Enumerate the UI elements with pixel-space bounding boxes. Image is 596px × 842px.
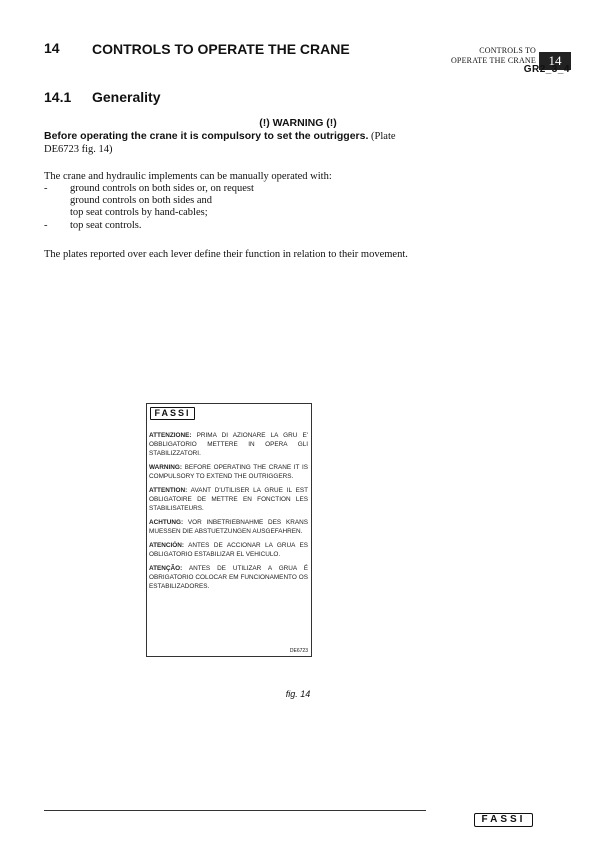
header-line-1: CONTROLS TO bbox=[479, 46, 536, 55]
section-number: 14 bbox=[44, 40, 60, 56]
plate-lang-label: WARNING: bbox=[149, 464, 183, 471]
warning-reference: (Plate DE6723 fig. 14) bbox=[44, 131, 396, 155]
plate-text: BEFORE OPERATING THE CRANE IT IS COMPULSORY TO EXTEND THE OUTRIGGERS. bbox=[149, 464, 308, 480]
plate-lang-label: ATTENTION: bbox=[149, 487, 188, 494]
plate-block-german bbox=[149, 518, 308, 536]
plate-fassi-logo: FASSI bbox=[150, 407, 195, 420]
list-item-1-dash: - bbox=[44, 183, 48, 194]
plate-lang-label: ATENÇÃO: bbox=[149, 565, 183, 572]
plate-text: VOR INBETRIEBNAHME DES KRANS MUESSEN DIE ABSTUETZUNGEN AUSGEFAHREN. bbox=[149, 519, 308, 535]
subsection-title: Generality bbox=[92, 89, 161, 105]
list-item-1 bbox=[70, 183, 410, 219]
plate-text: AVANT D'UTILISER LA GRUE IL EST OBLIGATOIRE DE METTRE EN FONCTION LES STABILISATEURS. bbox=[149, 487, 308, 512]
plate-text: PRIMA DI AZIONARE LA GRU E' OBBLIGATORIO METTERE IN OPERA GLI STABILIZZATORI. bbox=[149, 432, 308, 457]
list-item-2 bbox=[70, 220, 410, 232]
plates-paragraph: The plates reported over each lever define their function in relation to their movement. bbox=[44, 249, 408, 260]
plate-block-french bbox=[149, 486, 308, 513]
plate-block-spanish bbox=[149, 541, 308, 559]
list-item-2-dash: - bbox=[44, 220, 48, 231]
warning-plate-image bbox=[146, 403, 312, 657]
list-item-1-line-1: ground controls on both sides or, on request bbox=[70, 183, 254, 194]
list-item-1-line-3: top seat controls by hand-cables; bbox=[70, 207, 208, 218]
list-item-2-line-1: top seat controls. bbox=[70, 220, 142, 231]
header-line-2: OPERATE THE CRANE bbox=[450, 56, 536, 65]
plate-lang-label: ATTENZIONE: bbox=[149, 432, 192, 439]
warning-heading: (!) WARNING (!) bbox=[259, 117, 337, 129]
footer-fassi-logo: FASSI bbox=[474, 813, 533, 827]
warning-bold-text: Before operating the crane it is compulsory to set the outriggers. bbox=[44, 130, 369, 142]
plate-text-blocks bbox=[149, 431, 308, 596]
document-code: GR2_3_4 bbox=[523, 64, 570, 75]
header-chapter-label bbox=[396, 46, 536, 66]
plate-block-portuguese bbox=[149, 564, 308, 591]
plate-block-italian bbox=[149, 431, 308, 458]
plate-text: ANTES DE UTILIZAR A GRUA É OBRIGATORIO COLOCAR EM FUNCIONAMENTO OS ESTABILIZADORES. bbox=[149, 565, 308, 590]
intro-paragraph: The crane and hydraulic implements can be manually operated with: bbox=[44, 171, 332, 182]
section-title: CONTROLS TO OPERATE THE CRANE bbox=[92, 41, 350, 57]
plate-code: DE6723 bbox=[289, 648, 308, 654]
plate-lang-label: ATENCIÓN: bbox=[149, 542, 185, 549]
plate-lang-label: ACHTUNG: bbox=[149, 519, 184, 526]
chapter-number-box: 14 bbox=[539, 52, 571, 70]
plate-text: ANTES DE ACCIONAR LA GRUA ES OBLIGATORIO ESTABILIZAR EL VEHICULO. bbox=[149, 542, 308, 558]
list-item-1-line-2: ground controls on both sides and bbox=[70, 195, 213, 206]
warning-paragraph bbox=[44, 130, 424, 156]
footer-divider bbox=[44, 810, 426, 811]
subsection-number: 14.1 bbox=[44, 89, 72, 105]
plate-block-english bbox=[149, 463, 308, 481]
figure-caption: fig. 14 bbox=[285, 689, 311, 699]
